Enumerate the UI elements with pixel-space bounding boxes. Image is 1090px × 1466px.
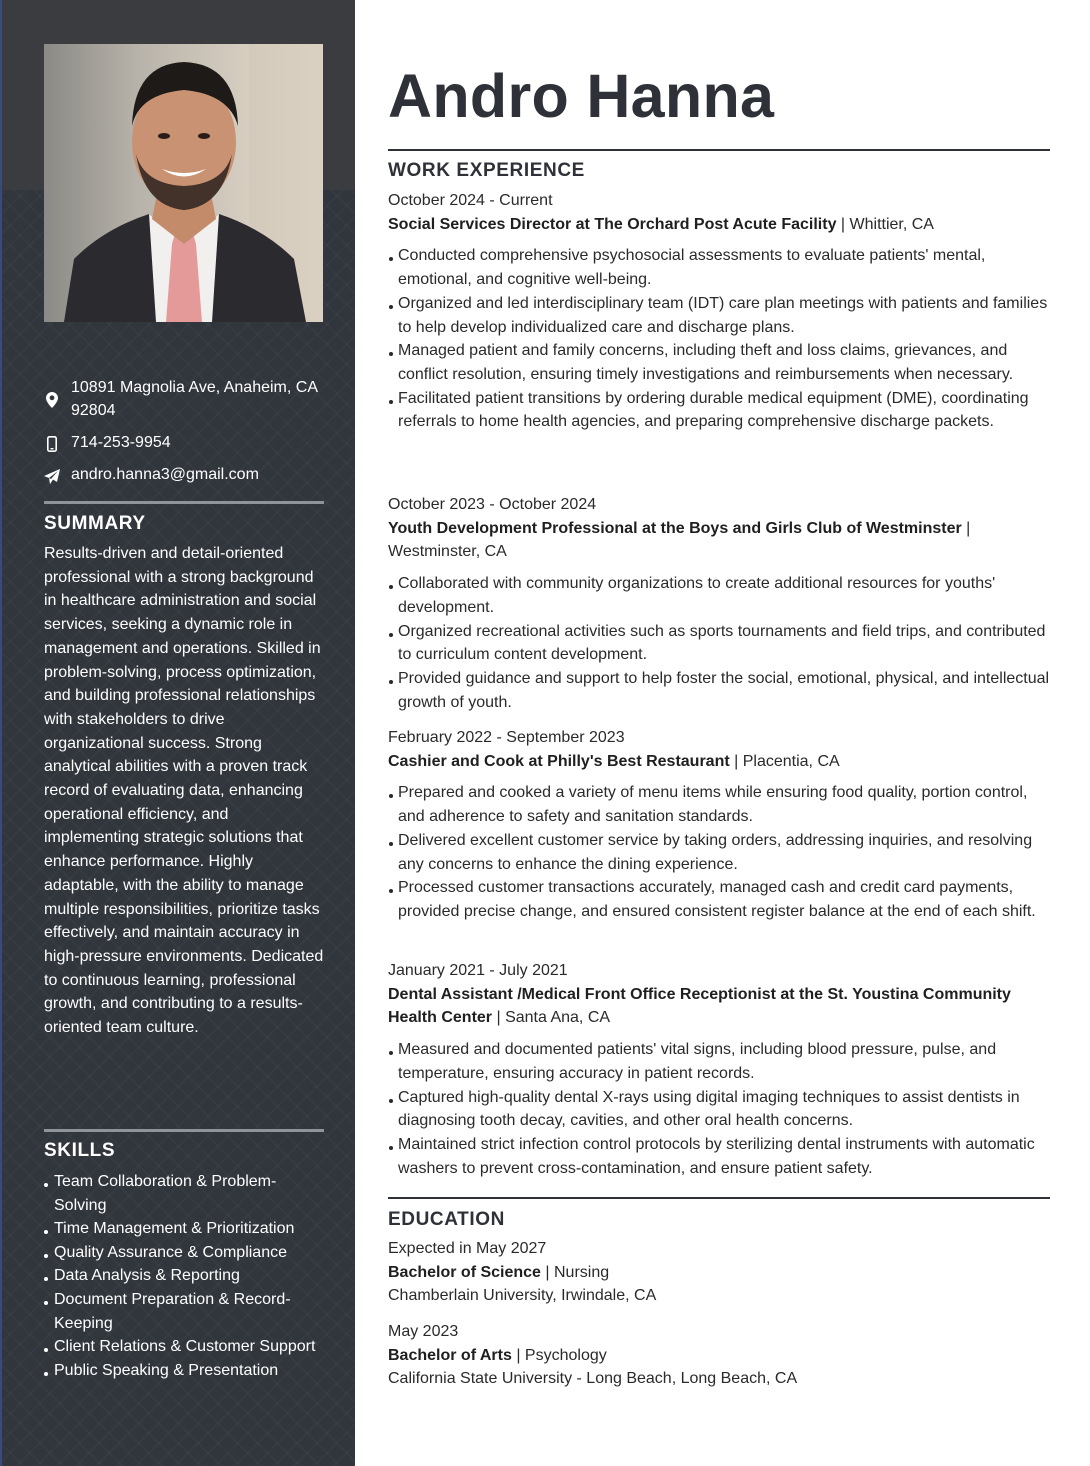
job-title-line: Social Services Director at The Orchard Post Acute Facility | Whittier, CA <box>388 215 934 233</box>
skills-heading: SKILLS <box>44 1140 116 1161</box>
job-dates: February 2022 - September 2023 <box>388 729 625 746</box>
skill-item: Document Preparation & Record-Keeping <box>44 1288 324 1335</box>
job-bullet: Provided guidance and support to help foster the social, emotional, physical, and intellectual growth of youth. <box>388 667 1053 714</box>
contact-email <box>44 463 324 486</box>
job-title: Youth Development Professional at the Boys and Girls Club of Westminster <box>388 519 962 537</box>
degree-line: Bachelor of Science | Nursing <box>388 1263 610 1281</box>
contact-info <box>44 376 324 495</box>
sidebar <box>0 0 355 1466</box>
job-entry <box>388 493 1053 714</box>
job-title: Social Services Director at The Orchard Post Acute Facility <box>388 215 837 233</box>
job-title-line: Cashier and Cook at Philly's Best Restaurant | Placentia, CA <box>388 752 840 770</box>
summary-text: Results-driven and detail-oriented professional with a strong background in healthcare administration and social services, seeking a dynamic role in management and operations. Skilled in problem-solving, process optimization, and building professional relationships with stakeholders to drive organizational success. Strong analytical abilities with a proven track record of evaluating data, enhancing operational efficiency, and implementing strategic solutions that enhance performance. Highly adaptable, with the ability to manage multiple responsibilities, prioritize tasks effectively, and maintain accuracy in high-pressure environments. Dedicated to continuous learning, professional growth, and contributing to a results-oriented team culture. <box>44 545 324 1037</box>
job-bullet: Collaborated with community organizations to create additional resources for youths' development. <box>388 572 1053 619</box>
job-entry <box>388 959 1053 1180</box>
job-location: Placentia, CA <box>742 752 840 770</box>
degree-line: Bachelor of Arts | Psychology <box>388 1346 607 1364</box>
section-rule <box>388 1197 1050 1199</box>
phone-text: 714-253-9954 <box>71 434 171 451</box>
degree-field: Nursing <box>554 1263 610 1281</box>
paper-plane-icon <box>44 466 60 486</box>
school: California State University - Long Beach, Long Beach, CA <box>388 1370 798 1388</box>
degree: Bachelor of Arts <box>388 1346 512 1364</box>
job-title: Dental Assistant /Medical Front Office Receptionist at the St. Youstina Community Health Center <box>388 985 1011 1027</box>
job-bullets <box>388 572 1053 714</box>
location-pin-icon <box>44 390 60 410</box>
job-dates: October 2024 - Current <box>388 192 553 209</box>
job-location: Santa Ana, CA <box>505 1009 611 1027</box>
email-link[interactable]: andro.hanna3@gmail.com <box>71 466 259 483</box>
job-location: Westminster, CA <box>388 543 507 561</box>
job-bullet: Prepared and cooked a variety of menu items while ensuring food quality, portion control, and adherence to safety and sanitation standards. <box>388 781 1053 828</box>
education-dates: May 2023 <box>388 1323 459 1340</box>
job-bullet: Managed patient and family concerns, including theft and loss claims, grievances, and conflict resolution, ensuring timely investigations and reimbursements when necessary. <box>388 339 1053 386</box>
candidate-name: Andro Hanna <box>388 62 775 130</box>
skill-item: Team Collaboration & Problem-Solving <box>44 1170 324 1217</box>
job-bullets <box>388 1038 1053 1180</box>
degree-field: Psychology <box>524 1346 607 1364</box>
education-entry <box>388 1320 1053 1391</box>
sidebar-divider <box>44 501 324 504</box>
job-bullet: Facilitated patient transitions by ordering durable medical equipment (DME), coordinating referrals to home health agencies, and preparing comprehensive discharge packets. <box>388 387 1053 434</box>
education-dates: Expected in May 2027 <box>388 1240 547 1257</box>
education-entry <box>388 1237 1053 1308</box>
job-bullet: Organized and led interdisciplinary team (IDT) care plan meetings with patients and families to help develop individualized care and discharge plans. <box>388 292 1053 339</box>
job-title: Cashier and Cook at Philly's Best Restaurant <box>388 752 730 770</box>
profile-photo <box>44 44 323 322</box>
skills-list <box>44 1170 324 1382</box>
main-content <box>355 0 1090 1466</box>
job-dates: October 2023 - October 2024 <box>388 496 597 513</box>
contact-address <box>44 376 324 422</box>
section-rule <box>388 149 1050 151</box>
job-bullet: Measured and documented patients' vital signs, including blood pressure, pulse, and temperature, ensuring accuracy in patient records. <box>388 1038 1053 1085</box>
job-bullet: Maintained strict infection control protocols by sterilizing dental instruments with automatic washers to prevent cross-contamination, and ensure patient safety. <box>388 1133 1053 1180</box>
job-bullet: Conducted comprehensive psychosocial assessments to evaluate patients' mental, emotional, and cognitive well-being. <box>388 244 1053 291</box>
school: Chamberlain University, Irwindale, CA <box>388 1287 657 1305</box>
job-entry <box>388 189 1053 434</box>
summary-heading: SUMMARY <box>44 513 146 534</box>
phone-icon <box>44 434 60 454</box>
job-entry <box>388 726 1053 924</box>
job-bullet: Processed customer transactions accurately, managed cash and credit card payments, provided precise change, and ensured consistent register balance at the end of each shift. <box>388 876 1053 923</box>
job-bullets <box>388 781 1053 923</box>
skill-item: Quality Assurance & Compliance <box>44 1241 324 1265</box>
address-text: 10891 Magnolia Ave, Anaheim, CA 92804 <box>71 379 318 419</box>
job-location: Whittier, CA <box>849 215 934 233</box>
job-dates: January 2021 - July 2021 <box>388 962 568 979</box>
skill-item: Data Analysis & Reporting <box>44 1264 324 1288</box>
work-experience-heading: WORK EXPERIENCE <box>388 160 585 181</box>
sidebar-divider <box>44 1129 324 1132</box>
skill-item: Client Relations & Customer Support <box>44 1335 324 1359</box>
job-title-line: Dental Assistant /Medical Front Office Receptionist at the St. Youstina Community Health Center | Santa Ana, CA <box>388 985 1011 1027</box>
skill-item: Time Management & Prioritization <box>44 1217 324 1241</box>
job-bullet: Organized recreational activities such as sports tournaments and field trips, and contributed to curriculum content development. <box>388 620 1053 667</box>
job-title-line: Youth Development Professional at the Boys and Girls Club of Westminster | Westminster, CA <box>388 519 971 561</box>
degree: Bachelor of Science <box>388 1263 541 1281</box>
job-bullet: Captured high-quality dental X-rays using digital imaging techniques to assist dentists in diagnosing tooth decay, cavities, and other oral health concerns. <box>388 1086 1053 1133</box>
skill-item: Public Speaking & Presentation <box>44 1359 324 1383</box>
job-bullet: Delivered excellent customer service by taking orders, addressing inquiries, and resolving any concerns to enhance the dining experience. <box>388 829 1053 876</box>
contact-phone <box>44 431 324 454</box>
education-heading: EDUCATION <box>388 1209 505 1230</box>
job-bullets <box>388 244 1053 434</box>
